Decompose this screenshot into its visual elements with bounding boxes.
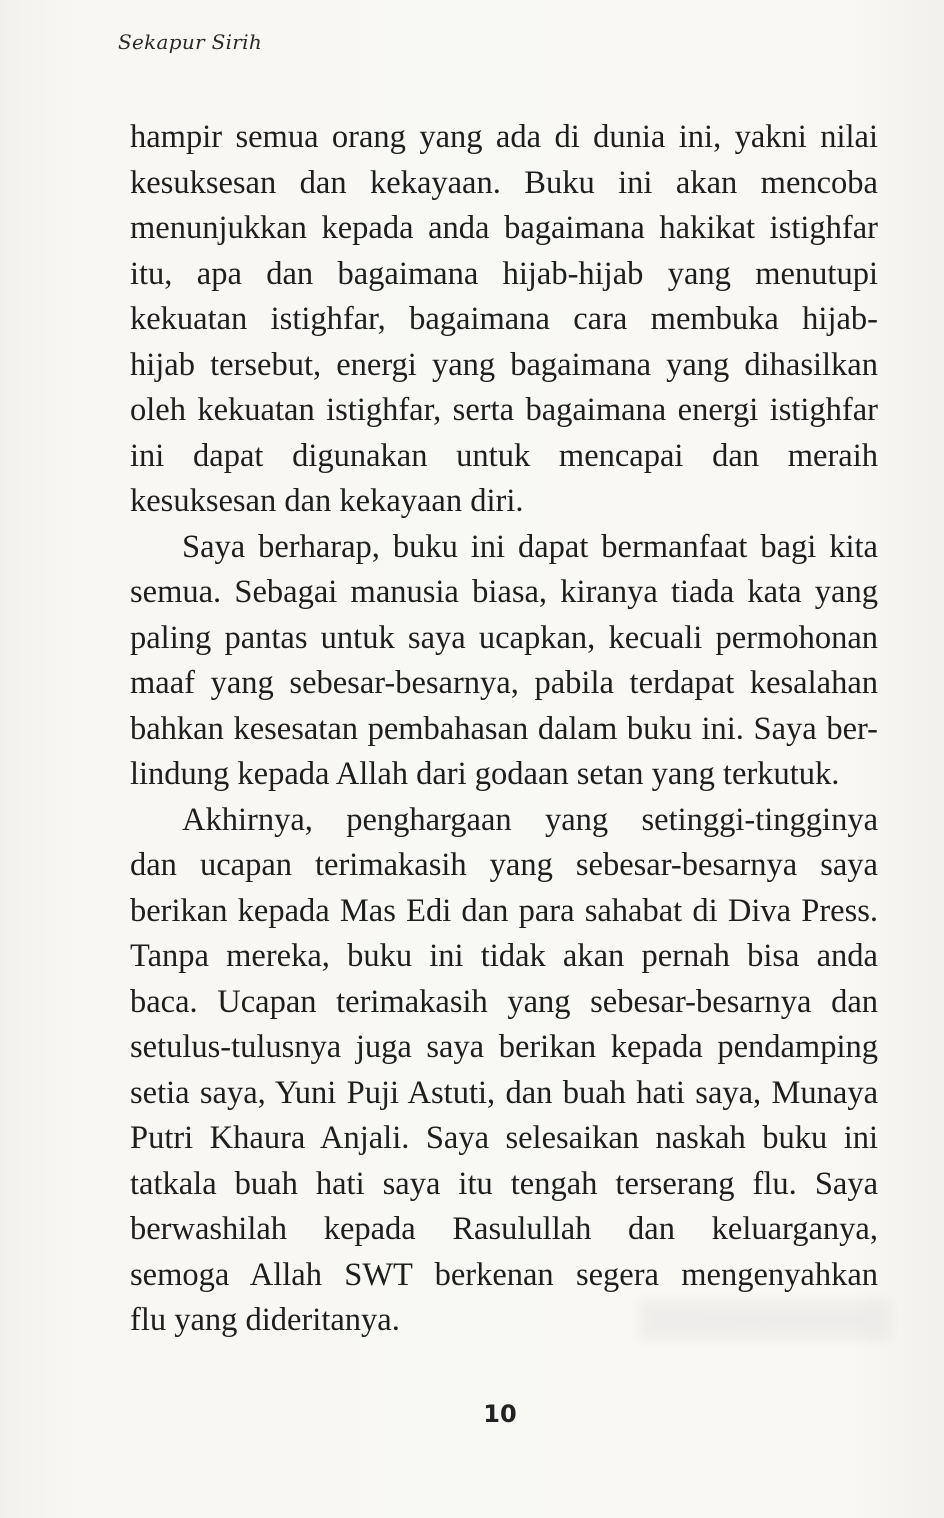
text-line: paling pantas untuk saya ucapkan, kecuali permohonan: [130, 619, 878, 656]
text-line: ini dapat digunakan untuk mencapai dan meraih: [130, 437, 878, 474]
text-line: menunjukkan kepada anda bagaimana hakikat istighfar: [130, 210, 878, 246]
text-line: itu, apa dan bagaimana hijab-hijab yang menutupi: [130, 255, 878, 292]
paragraph-1: [130, 115, 878, 525]
running-head: Sekapur Sirih: [118, 30, 263, 54]
text-line: Saya berharap, buku ini dapat bermanfaat bagi kita: [182, 528, 878, 565]
text-line: hampir semua orang yang ada di dunia ini, yakni nilai: [130, 119, 878, 155]
paragraph-2: [130, 525, 878, 798]
text-line: setia saya, Yuni Puji Astuti, dan buah hati saya, Munaya: [130, 1074, 878, 1111]
text-line: kesuksesan dan kekayaan diri.: [130, 483, 524, 519]
text-line: baca. Ucapan terimakasih yang sebesar-besarnya dan: [130, 983, 878, 1020]
text-line: bahkan kesesatan pembahasan dalam buku ini. Saya ber-: [130, 710, 878, 747]
text-line: hijab tersebut, energi yang bagaimana yang dihasilkan: [130, 346, 878, 383]
text-line: oleh kekuatan istighfar, serta bagaimana energi istighfar: [130, 392, 878, 428]
text-line: berikan kepada Mas Edi dan para sahabat di Diva Press.: [130, 892, 878, 929]
text-line: berwashilah kepada Rasulullah dan keluarganya,: [130, 1211, 878, 1247]
text-line: maaf yang sebesar-besarnya, pabila terdapat kesalahan: [130, 665, 878, 701]
text-line: Akhirnya, penghargaan yang setinggi-tingginya: [182, 801, 878, 838]
body-text: [130, 115, 878, 1344]
text-line: Tanpa mereka, buku ini tidak akan pernah bisa anda: [130, 938, 878, 974]
text-line: lindung kepada Allah dari godaan setan yang terkutuk.: [130, 756, 840, 792]
text-line: setulus-tulusnya juga saya berikan kepada pendamping: [130, 1029, 878, 1065]
page-number: 10: [483, 1400, 517, 1428]
paragraph-3: [130, 798, 878, 1344]
text-line: dan ucapan terimakasih yang sebesar-besarnya saya: [130, 847, 878, 883]
text-line: semoga Allah SWT berkenan segera mengenyahkan: [130, 1256, 878, 1293]
text-line: kesuksesan dan kekayaan. Buku ini akan mencoba: [130, 164, 878, 201]
text-line: tatkala buah hati saya itu tengah terserang flu. Saya: [130, 1165, 878, 1202]
text-line: Putri Khaura Anjali. Saya selesaikan naskah buku ini: [130, 1120, 878, 1156]
text-line: semua. Sebagai manusia biasa, kiranya tiada kata yang: [130, 574, 878, 610]
text-line: flu yang dideritanya.: [130, 1302, 400, 1338]
text-line: kekuatan istighfar, bagaimana cara membuka hijab-: [130, 301, 878, 337]
show-through-smudge: [640, 1300, 890, 1340]
